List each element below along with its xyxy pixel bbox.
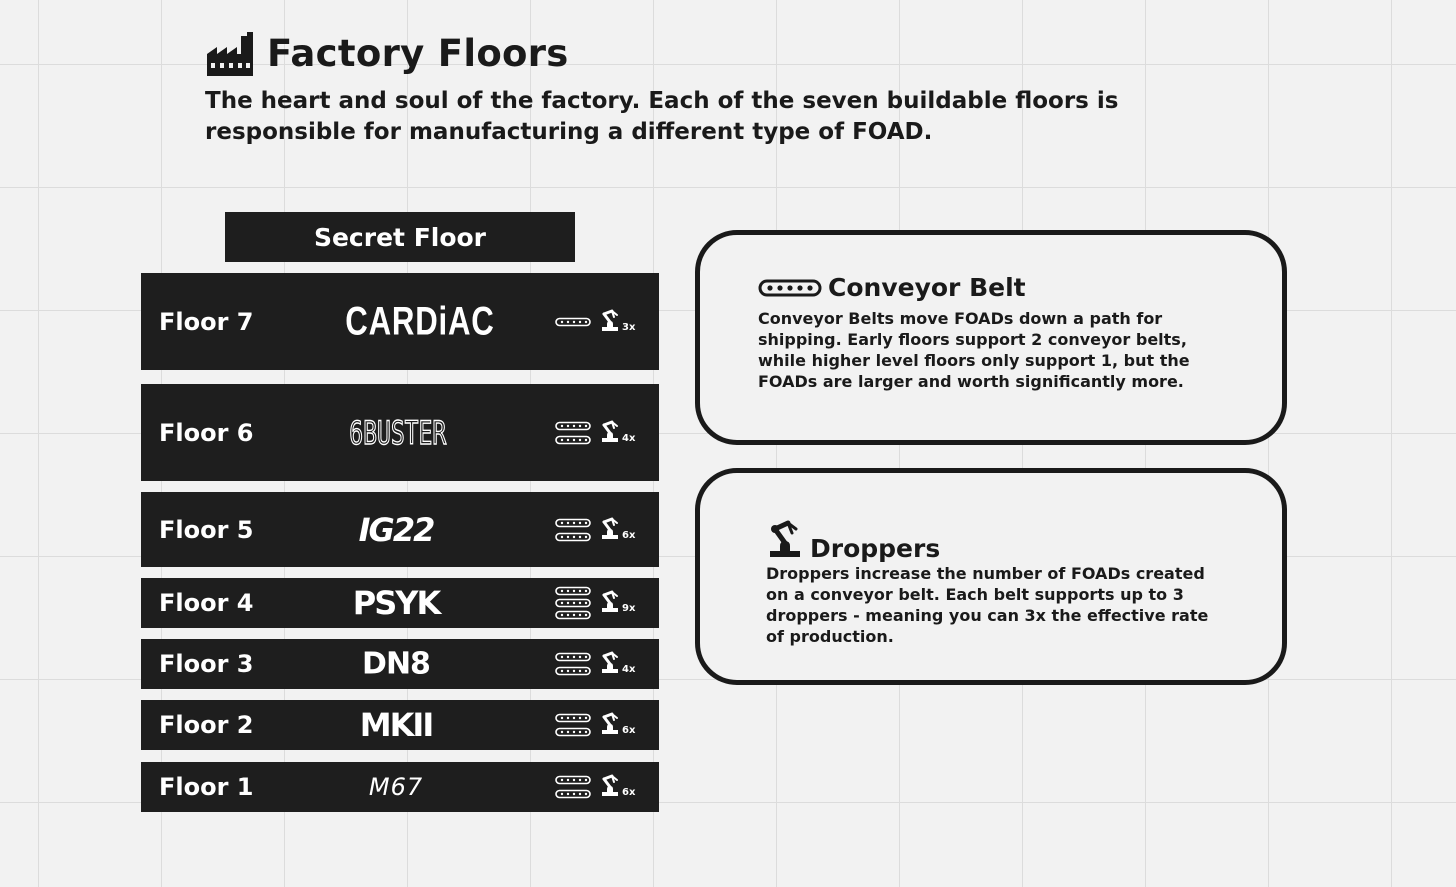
floor-4 (141, 578, 659, 628)
card-title: Conveyor Belt (828, 273, 1026, 302)
belt-group (555, 714, 591, 737)
dropper-multiplier: 6x (622, 725, 636, 736)
floor-2 (141, 700, 659, 750)
secret-floor (225, 212, 575, 262)
floor-logo: M67 (368, 773, 424, 801)
conveyor-belt-icon (555, 518, 591, 527)
conveyor-belt-card (695, 230, 1287, 445)
floor-logo: PSYK (352, 584, 440, 622)
floor-logo: CARDiAC (345, 299, 495, 343)
conveyor-belt-icon (555, 790, 591, 799)
belt-group (555, 653, 591, 676)
dropper-indicator (599, 773, 635, 801)
floor-7 (141, 273, 659, 370)
belt-group (555, 421, 591, 444)
floor-1 (141, 762, 659, 812)
dropper-multiplier: 4x (622, 432, 636, 444)
conveyor-belt-icon (555, 317, 591, 326)
conveyor-belt-icon (758, 279, 822, 297)
dropper-indicator (599, 650, 635, 678)
dropper-indicator (599, 589, 635, 617)
conveyor-belt-icon (555, 587, 591, 596)
card-text: Droppers increase the number of FOADs created on a conveyor belt. Each belt supports up to 3 droppers - meaning you can 3x the effective rate of production. (766, 564, 1209, 646)
conveyor-belt-icon (555, 667, 591, 676)
dropper-indicator (599, 516, 635, 544)
conveyor-belt-icon (555, 776, 591, 785)
dropper-multiplier: 3x (622, 321, 636, 333)
dropper-multiplier: 9x (622, 603, 636, 614)
conveyor-belt-icon (555, 421, 591, 430)
floor-logo: MKII (359, 706, 433, 744)
conveyor-belt-icon (555, 611, 591, 620)
belt-group (555, 587, 591, 620)
dropper-multiplier: 6x (622, 787, 636, 798)
header (205, 30, 1305, 148)
conveyor-belt-icon (555, 532, 591, 541)
dropper-indicator (599, 711, 635, 739)
conveyor-belt-icon (555, 728, 591, 737)
robot-arm-icon (599, 589, 621, 617)
floor-label: Floor 7 (159, 307, 254, 336)
robot-arm-icon (599, 516, 621, 544)
floor-label: Floor 5 (159, 515, 254, 544)
conveyor-belt-icon (555, 653, 591, 662)
robot-arm-icon (599, 419, 621, 447)
robot-arm-icon (599, 711, 621, 739)
robot-arm-icon (599, 308, 621, 336)
page-title: Factory Floors (267, 31, 569, 75)
robot-arm-icon (766, 517, 804, 559)
conveyor-belt-icon (555, 435, 591, 444)
card-text: Conveyor Belts move FOADs down a path for shipping. Early floors support 2 conveyor belts, while higher level floors only support 1, but the FOADs are larger and worth significantly more. (758, 309, 1190, 391)
robot-arm-icon (599, 773, 621, 801)
dropper-indicator (599, 308, 635, 336)
droppers-card (695, 468, 1287, 685)
conveyor-belt-icon (555, 599, 591, 608)
belt-group (555, 776, 591, 799)
robot-arm-icon (599, 650, 621, 678)
card-title: Droppers (810, 534, 941, 563)
floor-label: Floor 1 (159, 773, 254, 801)
dropper-multiplier: 4x (622, 664, 636, 675)
floor-label: Floor 4 (159, 589, 254, 617)
floor-logo: DN8 (362, 646, 430, 682)
floor-label: Floor 6 (159, 418, 254, 447)
floor-logo: 6BUSTER (349, 413, 447, 452)
secret-floor-label: Secret Floor (313, 222, 487, 252)
floor-5 (141, 492, 659, 567)
dropper-indicator (599, 419, 635, 447)
factory-icon (205, 30, 257, 76)
page-subtitle: The heart and soul of the factory. Each of the seven buildable floors is responsible for manufacturing a different type of FOAD. (205, 88, 1119, 145)
dropper-multiplier: 6x (622, 529, 636, 541)
conveyor-belt-icon (555, 714, 591, 723)
floor-6 (141, 384, 659, 481)
floor-logo: IG22 (358, 510, 434, 549)
floor-label: Floor 3 (159, 650, 254, 678)
floor-label: Floor 2 (159, 711, 254, 739)
floor-3 (141, 639, 659, 689)
belt-group (555, 518, 591, 541)
belt-group (555, 317, 591, 326)
